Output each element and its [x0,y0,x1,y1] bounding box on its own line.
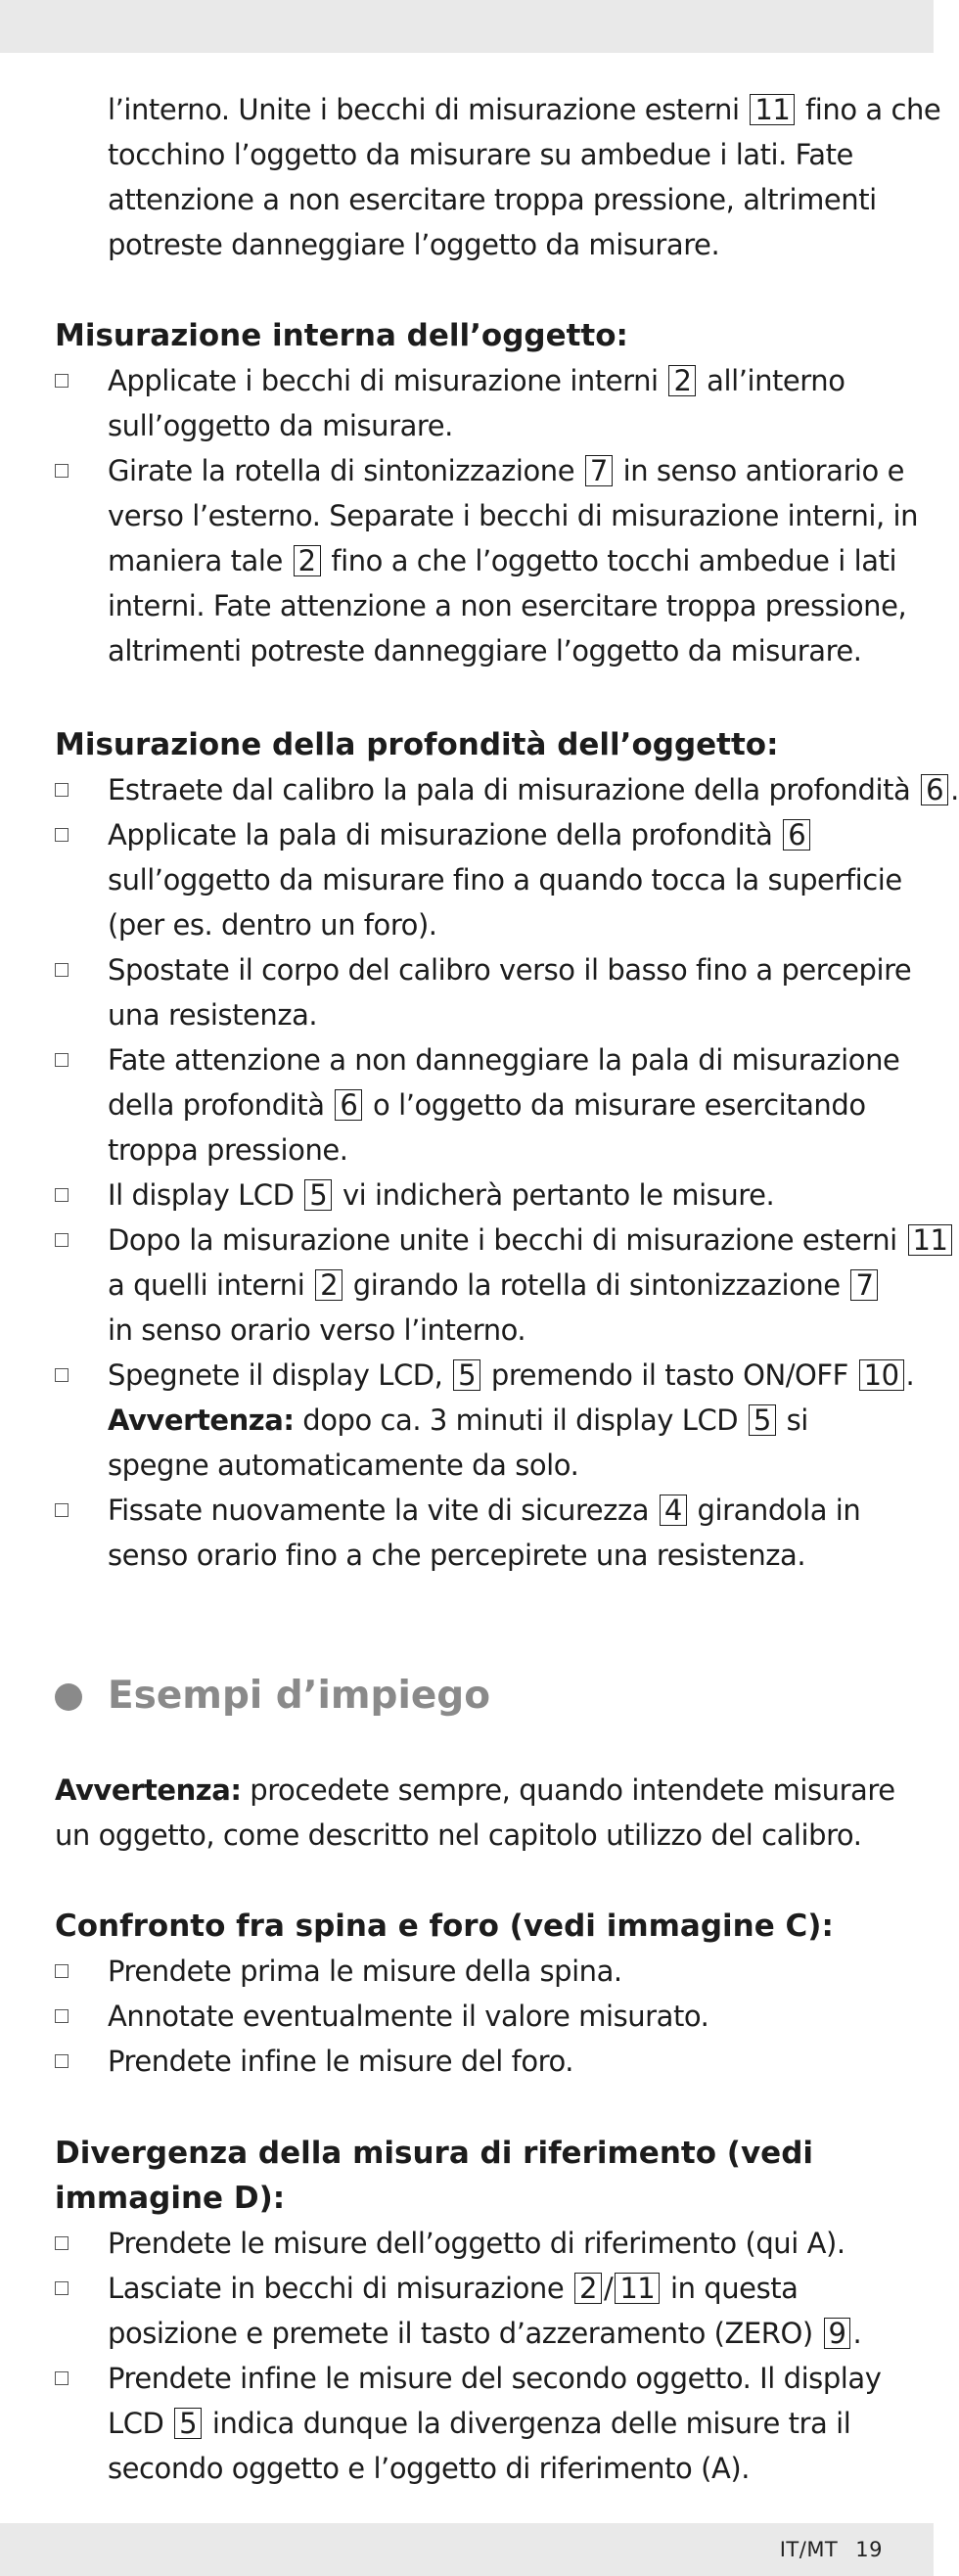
checkbox-bullet-icon [55,1053,68,1067]
text-run: verso l’esterno. Separate i becchi di misurazione interni, in [108,499,919,532]
part-number-box: 2 [574,2273,602,2304]
text-run: all’interno [698,364,845,397]
text-run: una resistenza. [108,998,318,1032]
checkbox-bullet-icon [55,464,68,478]
list-item-line [108,628,862,673]
part-number-box: 2 [668,365,696,396]
text-run: Il display LCD [108,1178,303,1212]
text-run: in senso antiorario e [614,454,904,487]
text-run: spegne automaticamente da solo. [108,1449,579,1482]
text-run: Spegnete il display LCD, [108,1358,452,1392]
text-run: girando la rotella di sintonizzazione [344,1268,849,1302]
text-run: Applicate i becchi di misurazione interni [108,364,667,397]
list-item-line [108,2401,850,2446]
list-item-line [108,1037,899,1082]
list-item-line [108,767,959,812]
part-number-box: 2 [294,545,321,576]
section-heading: Misurazione della profondità dell’oggetto: [55,727,779,762]
note-line [55,1813,861,1858]
text-run: indica dunque la divergenza delle misure tra il [204,2407,851,2440]
text-run: Prendete infine le misure del foro. [108,2045,574,2078]
list-item-line [108,1082,866,1127]
list-item-line [108,583,906,628]
text-run: Prendete infine le misure del secondo oggetto. Il display [108,2362,882,2395]
part-number-box: 11 [615,2273,660,2304]
text-run: girandola in [688,1494,861,1527]
part-number-box: 5 [174,2408,202,2439]
page-footer [780,2535,883,2564]
text-run: attenzione a non esercitare troppa pressione, altrimenti [108,183,877,216]
text-run: dopo ca. 3 minuti il display LCD [294,1403,747,1437]
part-number-box: 10 [859,1359,904,1391]
part-number-box: 6 [335,1089,362,1121]
part-number-box: 6 [921,774,948,805]
list-item-line [108,1949,622,1994]
part-number-box: 7 [585,455,613,486]
list-item-line [108,902,437,947]
text-run: Fissate nuovamente la vite di sicurezza [108,1494,658,1527]
note-label: Avvertenza: [108,1403,295,1437]
text-run: o l’oggetto da misurare esercitando [364,1088,866,1122]
text-run: fino a che l’oggetto tocchi ambedue i lati [322,544,897,577]
part-number-box: 5 [304,1179,332,1211]
list-item-line [108,2356,881,2401]
list-item-line [108,857,902,902]
checkbox-bullet-icon [55,1233,68,1247]
part-number-box: 4 [660,1495,687,1526]
note-line [55,1768,895,1813]
list-item-line [108,1994,708,2039]
checkbox-bullet-icon [55,783,68,797]
text-run: secondo oggetto e l’oggetto di riferimento (A). [108,2452,750,2485]
list-item-line [108,403,453,448]
checkbox-bullet-icon [55,1368,68,1382]
checkbox-bullet-icon [55,374,68,388]
text-run: senso orario fino a che percepirete una resistenza. [108,1539,806,1572]
text-run: troppa pressione. [108,1133,348,1167]
checkbox-bullet-icon [55,828,68,842]
checkbox-bullet-icon [55,1503,68,1517]
text-run: interni. Fate attenzione a non esercitare troppa pressione, [108,589,907,622]
text-run: . [905,1358,915,1392]
text-run: Prendete prima le misure della spina. [108,1955,622,1988]
list-item-line [108,1353,914,1398]
list-item-line [108,1173,774,1218]
text-run: potreste danneggiare l’oggetto da misurare. [108,228,720,261]
text-run: procedete sempre, quando intendete misurare [241,1773,895,1807]
part-number-box: 6 [783,819,810,851]
text-run: . [950,773,959,806]
text-run: Fate attenzione a non danneggiare la pala di misurazione [108,1043,900,1077]
checkbox-bullet-icon [55,963,68,977]
text-run: sull’oggetto da misurare. [108,409,453,442]
footer-locale: IT/MT [779,2538,839,2561]
text-run: Spostate il corpo del calibro verso il basso fino a percepire [108,953,912,987]
text-run: tocchino l’oggetto da misurare su ambedue i lati. Fate [108,138,853,171]
text-run: vi indicherà pertanto le misure. [334,1178,775,1212]
text-run: Estraete dal calibro la pala di misurazione della profondità [108,773,920,806]
list-item-line [108,947,911,992]
text-run: a quelli interni [108,1268,314,1302]
checkbox-bullet-icon [55,2281,68,2295]
list-item-line [108,2446,750,2491]
text-run: Prendete le misure dell’oggetto di riferimento (qui A). [108,2227,845,2260]
list-item-line [108,538,896,583]
intro-line [108,177,877,222]
text-run: . [852,2317,862,2350]
text-run: Applicate la pala di misurazione della profondità [108,818,782,851]
text-run: premendo il tasto ON/OFF [482,1358,857,1392]
list-item-line [108,812,812,857]
checkbox-bullet-icon [55,1964,68,1978]
list-item-line [108,1488,860,1533]
text-run: Girate la rotella di sintonizzazione [108,454,583,487]
list-item-line [108,1127,348,1173]
list-item-line [108,1443,578,1488]
part-number-box: 2 [315,1269,342,1301]
text-run: LCD [108,2407,173,2440]
text-run: altrimenti potreste danneggiare l’oggetto da misurare. [108,634,862,667]
checkbox-bullet-icon [55,2371,68,2385]
list-item-line [108,493,918,538]
list-item-line [108,358,845,403]
list-item-line [108,1218,954,1263]
intro-line [108,132,853,177]
intro-line [108,222,719,267]
list-item-line [108,1263,880,1308]
text-run: un oggetto, come descritto nel capitolo utilizzo del calibro. [55,1818,862,1852]
section-bullet-icon [55,1683,82,1711]
text-run: in senso orario verso l’interno. [108,1313,526,1347]
list-item-line [108,2266,798,2311]
note-label: Avvertenza: [55,1773,242,1807]
section-title: Esempi d’impiego [108,1674,490,1718]
text-run: sull’oggetto da misurare fino a quando tocca la superficie [108,863,902,897]
section-heading: immagine D): [55,2181,286,2216]
text-run: Lasciate in becchi di misurazione [108,2272,573,2305]
text-run: si [777,1403,808,1437]
section-heading: Confronto fra spina e foro (vedi immagine C): [55,1909,834,1944]
list-item-line [108,2311,861,2356]
text-run: della profondità [108,1088,334,1122]
part-number-box: 9 [824,2318,851,2349]
checkbox-bullet-icon [55,1188,68,1202]
part-number-box: 7 [850,1269,878,1301]
checkbox-bullet-icon [55,2009,68,2023]
checkbox-bullet-icon [55,2054,68,2068]
part-number-box: 11 [908,1224,953,1256]
list-item-line [108,1308,525,1353]
part-number-box: 11 [750,94,795,125]
section-heading: Misurazione interna dell’oggetto: [55,318,628,353]
list-item-line [108,448,904,493]
text-run: fino a che [797,93,941,126]
text-run: Dopo la misurazione unite i becchi di misurazione esterni [108,1223,906,1257]
list-item-line [108,992,317,1037]
text-run: in questa [662,2272,799,2305]
list-item-line [108,1398,808,1443]
text-run: (per es. dentro un foro). [108,908,437,942]
part-number-box: 5 [453,1359,480,1391]
list-item-line [108,2221,845,2266]
intro-line [108,87,940,132]
list-item-line [108,1533,805,1578]
text-run: Annotate eventualmente il valore misurato. [108,2000,709,2033]
text-run: posizione e premete il tasto d’azzeramento (ZERO) [108,2317,822,2350]
part-number-box: 5 [749,1404,776,1436]
page-number: 19 [855,2538,883,2561]
section-heading: Divergenza della misura di riferimento (vedi [55,2136,814,2171]
list-item-line [108,2039,573,2084]
text-run: / [603,2272,614,2305]
text-run: l’interno. Unite i becchi di misurazione esterni [108,93,749,126]
checkbox-bullet-icon [55,2236,68,2250]
text-run: maniera tale [108,544,292,577]
